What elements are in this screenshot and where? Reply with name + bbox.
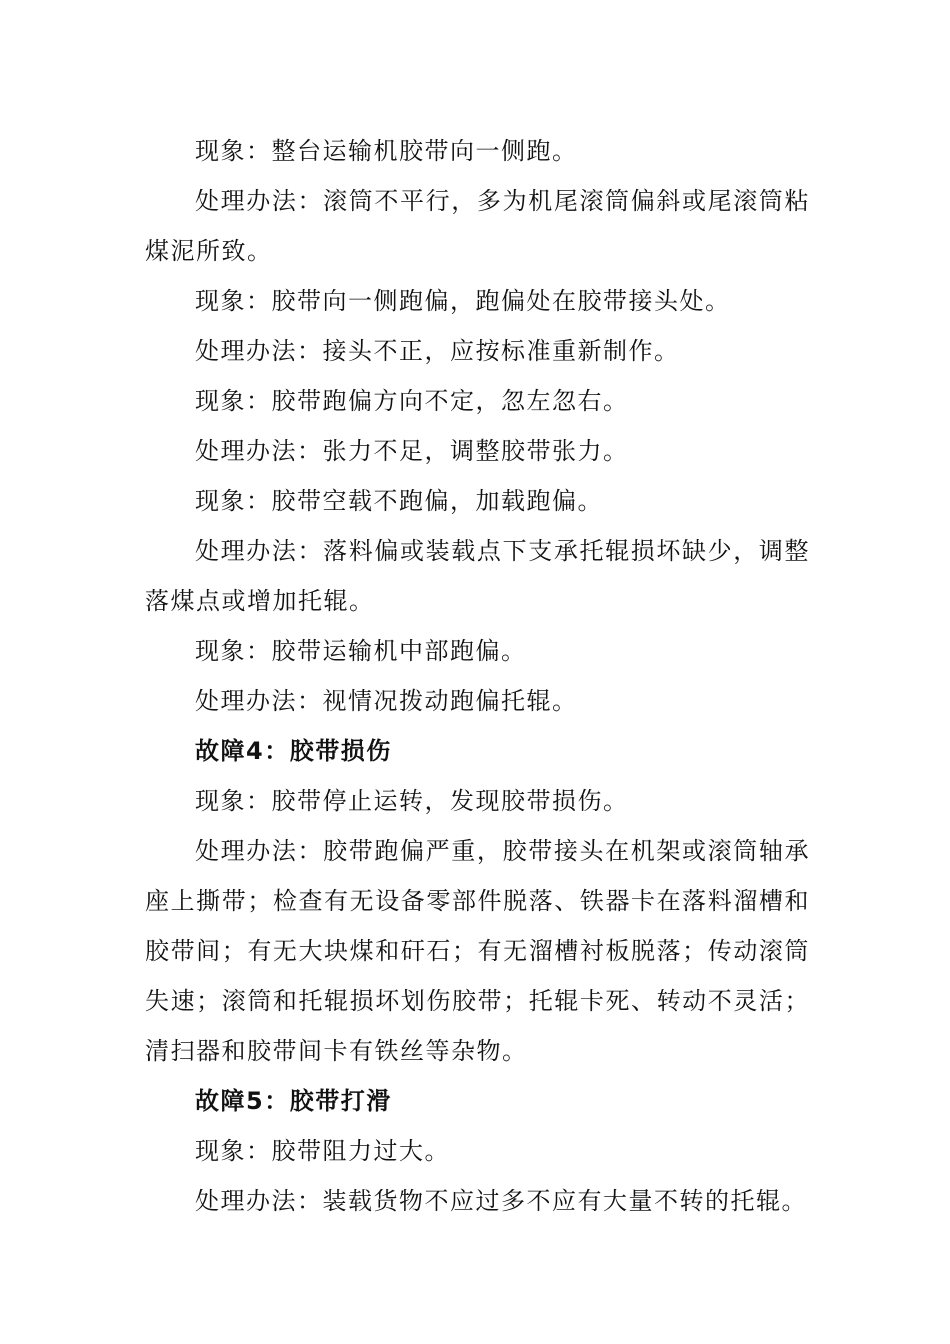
- paragraph: 现象：胶带向一侧跑偏，跑偏处在胶带接头处。: [195, 287, 731, 315]
- paragraph: 现象：整台运输机胶带向一侧跑。: [195, 137, 578, 165]
- paragraph: 处理办法：落料偏或装载点下支承托辊损坏缺少，调整落煤点或增加托辊。: [145, 537, 810, 615]
- paragraph: 处理办法：视情况拨动跑偏托辊。: [195, 687, 578, 715]
- paragraph: 处理办法：装载货物不应过多不应有大量不转的托辊。: [195, 1187, 807, 1215]
- paragraph: 现象：胶带停止运转，发现胶带损伤。: [195, 787, 629, 815]
- paragraph: 现象：胶带运输机中部跑偏。: [195, 637, 527, 665]
- paragraph: 处理办法：胶带跑偏严重，胶带接头在机架或滚筒轴承座上撕带；检查有无设备零部件脱落、铁器卡在落料溜槽和胶带间；有无大块煤和矸石；有无溜槽衬板脱落；传动滚筒失速；滚筒和托辊损坏划伤胶带；托辊卡死、转动不灵活；清扫器和胶带间卡有铁丝等杂物。: [145, 837, 810, 1065]
- section-heading: 故障4：胶带损伤: [195, 737, 392, 765]
- paragraph: 处理办法：接头不正，应按标准重新制作。: [195, 337, 680, 365]
- paragraph: 现象：胶带空载不跑偏，加载跑偏。: [195, 487, 603, 515]
- paragraph: 处理办法：滚筒不平行，多为机尾滚筒偏斜或尾滚筒粘煤泥所致。: [145, 187, 810, 265]
- paragraph: 现象：胶带跑偏方向不定，忽左忽右。: [195, 387, 629, 415]
- paragraph: 处理办法：张力不足，调整胶带张力。: [195, 437, 629, 465]
- paragraph: 现象：胶带阻力过大。: [195, 1137, 450, 1165]
- section-heading: 故障5：胶带打滑: [195, 1087, 392, 1115]
- document-body: [145, 126, 810, 1226]
